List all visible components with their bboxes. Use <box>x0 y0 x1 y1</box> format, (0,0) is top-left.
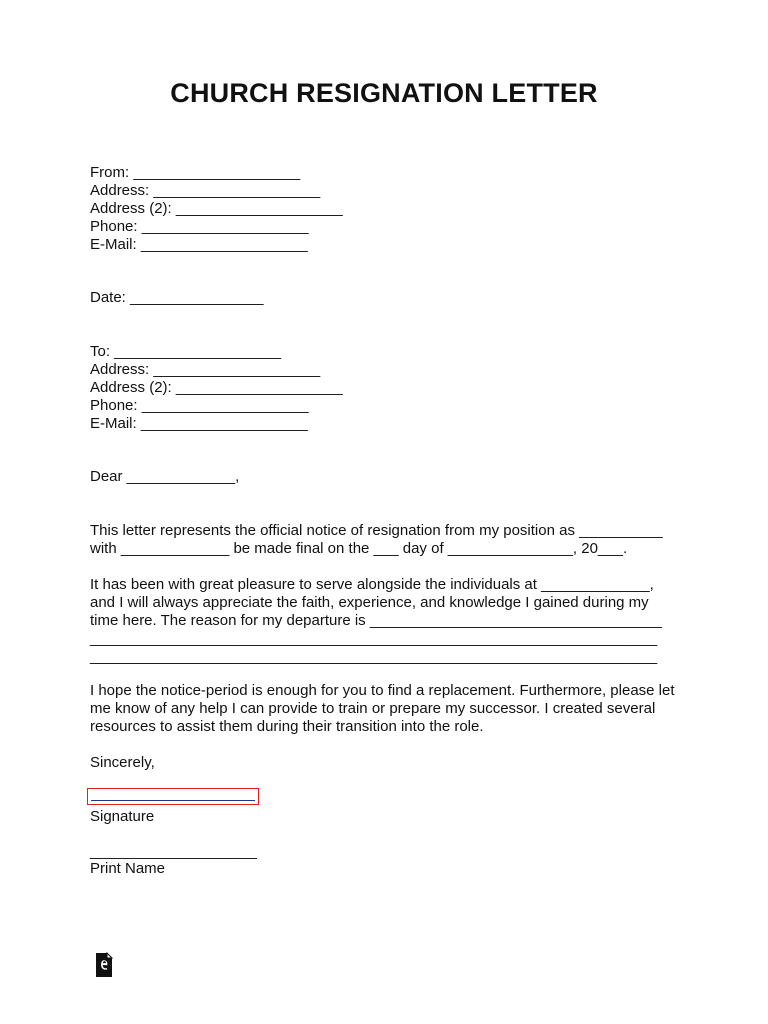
paragraph-line: resources to assist them during their transition into the role. <box>90 718 484 735</box>
closing: Sincerely, <box>90 754 155 771</box>
eforms-logo-icon <box>94 952 114 978</box>
salutation[interactable]: Dear _____________, <box>90 468 240 485</box>
paragraph-line: me know of any help I can provide to train or prepare my successor. I created several <box>90 700 656 717</box>
sender-phone-field[interactable]: Phone: ____________________ <box>90 218 309 235</box>
paragraph-line: I hope the notice-period is enough for you to find a replacement. Furthermore, please let <box>90 682 675 699</box>
document-title: CHURCH RESIGNATION LETTER <box>170 78 598 108</box>
signature-field[interactable] <box>87 788 259 805</box>
sender-email-field[interactable]: E-Mail: ____________________ <box>90 236 308 253</box>
recipient-email-field[interactable]: E-Mail: ____________________ <box>90 415 308 432</box>
signature-line <box>91 800 255 801</box>
signature-label: Signature <box>90 808 155 825</box>
recipient-phone-field[interactable]: Phone: ____________________ <box>90 397 309 414</box>
sender-address2-field[interactable]: Address (2): ____________________ <box>90 200 343 217</box>
paragraph-line: This letter represents the official notice of resignation from my position as __________ <box>90 522 663 539</box>
departure-reason-line[interactable]: ____________________________________________________________________ <box>90 630 658 647</box>
date-field[interactable]: Date: ________________ <box>90 289 264 306</box>
recipient-address2-field[interactable]: Address (2): ____________________ <box>90 379 343 396</box>
paragraph-line: It has been with great pleasure to serve alongside the individuals at _____________, <box>90 576 654 593</box>
print-name-label: Print Name <box>90 860 166 877</box>
departure-reason-line[interactable]: ____________________________________________________________________ <box>90 648 658 665</box>
recipient-to-field[interactable]: To: ____________________ <box>90 343 282 360</box>
paragraph-line: with _____________ be made final on the ___ day of _______________, 20___. <box>90 540 628 557</box>
print-name-field[interactable]: ____________________ <box>90 843 257 860</box>
sender-address-field[interactable]: Address: ____________________ <box>90 182 321 199</box>
recipient-address-field[interactable]: Address: ____________________ <box>90 361 321 378</box>
departure-reason-line[interactable]: time here. The reason for my departure is ___________________________________ <box>90 612 662 629</box>
paragraph-line: and I will always appreciate the faith, experience, and knowledge I gained during my <box>90 594 649 611</box>
sender-from-field[interactable]: From: ____________________ <box>90 164 301 181</box>
